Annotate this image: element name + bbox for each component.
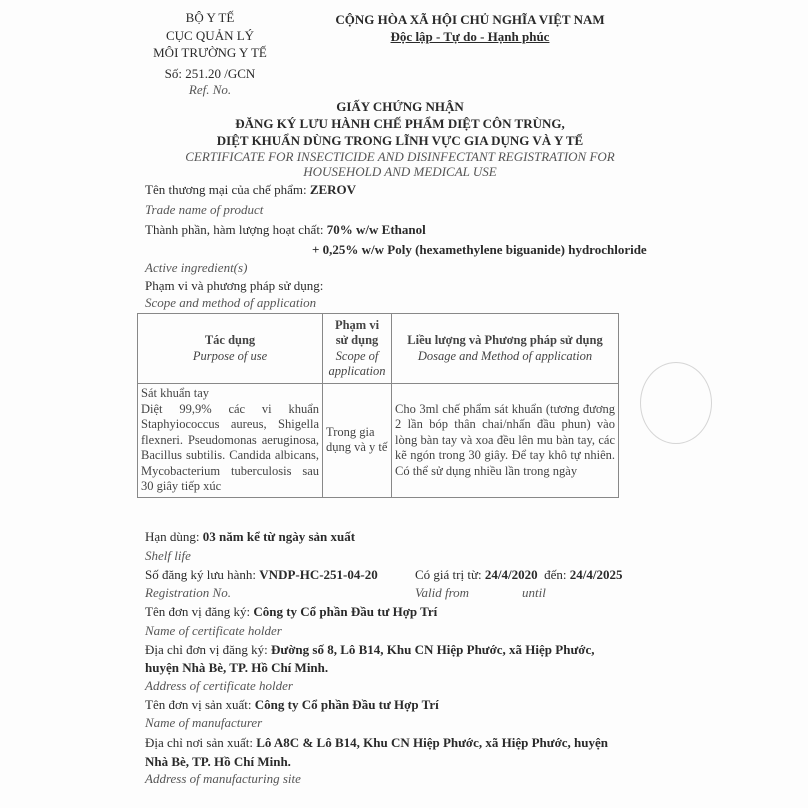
value: 03 năm kể từ ngày sản xuất: [202, 529, 356, 544]
value: 24/4/2025: [569, 567, 623, 582]
holder-address-2: huyện Nhà Bè, TP. Hồ Chí Minh.: [145, 660, 329, 675]
country-name: CỘNG HÒA XÃ HỘI CHỦ NGHĨA VIỆT NAM: [335, 12, 605, 27]
label-en: Address of manufacturing site: [145, 771, 301, 786]
label-en: Shelf life: [145, 548, 191, 563]
label-en: Scope and method of application: [145, 295, 317, 310]
manufacturer: [145, 697, 439, 713]
site-address: [145, 735, 608, 751]
value: 70% w/w Ethanol: [326, 222, 426, 237]
label: Tên thương mại của chế phẩm:: [145, 182, 307, 197]
label-en: Name of certificate holder: [145, 623, 282, 638]
title: GIẤY CHỨNG NHẬN: [336, 99, 464, 114]
purpose-title: Sát khuẩn tay: [141, 386, 210, 400]
department: CỤC QUẢN LÝ: [165, 28, 255, 43]
col-header-en: Purpose of use: [192, 348, 268, 363]
dosage-cell: Cho 3ml chế phẩm sát khuẩn (tương đương 2 lần bóp thân chai/nhấn đầu phun) vào lòng bàn tay và xoa đều lên mu bàn tay, các kẽ ngón trong 30 giây. Để tay khô tự nhiên. Có thể sử dụng nhiều lần trong ngày: [392, 384, 619, 498]
label: Tên đơn vị sản xuất:: [145, 697, 252, 712]
ingredient-2: + 0,25% w/w Poly (hexamethylene biguanide) hydrochloride: [312, 242, 647, 257]
title-en: HOUSEHOLD AND MEDICAL USE: [303, 164, 497, 179]
label: Có giá trị từ:: [415, 567, 482, 582]
registration: [145, 567, 378, 583]
col-header: sử dụng: [335, 333, 379, 347]
label: Địa chỉ nơi sản xuất:: [145, 735, 253, 750]
value: ZEROV: [309, 182, 357, 197]
purpose-text: Diệt 99,9% các vi khuẩn Staphyiococcus aureus, Shigella flexneri. Pseudomonas aeruginosa, Bacillus subtilis. Candida albicans, Mycobacterium tuberculosis sau 30 giây tiếp xúc: [141, 401, 319, 493]
ref-no: Số: 251.20 /GCN: [164, 66, 256, 81]
col-header: Phạm vi: [334, 317, 380, 332]
value: 24/4/2020: [484, 567, 538, 582]
label-en: until: [522, 585, 546, 600]
label: Tên đơn vị đăng ký:: [145, 604, 251, 619]
label-en: Trade name of product: [145, 202, 264, 217]
validity: [415, 567, 622, 583]
ref-label: Ref. No.: [188, 82, 232, 97]
label: Số đăng ký lưu hành:: [145, 567, 257, 582]
trade-name: [145, 182, 356, 198]
title: ĐĂNG KÝ LƯU HÀNH CHẾ PHẨM DIỆT CÔN TRÙNG,: [235, 116, 565, 131]
col-header: Liều lượng và Phương pháp sử dụng: [407, 333, 603, 347]
shelf-life: [145, 529, 355, 545]
holder: [145, 604, 437, 620]
scope-cell: Trong gia dụng và y tế: [323, 384, 392, 498]
col-header-en: Dosage and Method of application: [417, 348, 593, 363]
col-header-en: Scope of: [335, 348, 379, 363]
stamp-seal: [640, 362, 712, 444]
value: Lô A8C & Lô B14, Khu CN Hiệp Phước, xã Hiệp Phước, huyện: [256, 735, 609, 750]
value: Công ty Cổ phần Đầu tư Hợp Trí: [254, 697, 439, 712]
label-en: Active ingredient(s): [145, 260, 248, 275]
label-en: Registration No.: [145, 585, 231, 600]
ingredients: [145, 222, 426, 238]
label-en: Name of manufacturer: [145, 715, 263, 730]
title: DIỆT KHUẨN DÙNG TRONG LĨNH VỰC GIA DỤNG VÀ Y TẾ: [216, 133, 584, 148]
label: đến:: [544, 567, 567, 582]
value: VNDP-HC-251-04-20: [259, 567, 378, 582]
label: Địa chỉ đơn vị đăng ký:: [145, 642, 268, 657]
ministry: BỘ Y TẾ: [185, 10, 235, 25]
col-header-en: application: [328, 364, 386, 378]
label-en: Valid from: [415, 585, 470, 600]
holder-address: [145, 642, 594, 658]
label: Hạn dùng:: [145, 529, 200, 544]
value: Đường số 8, Lô B14, Khu CN Hiệp Phước, xã Hiệp Phước,: [271, 642, 595, 657]
label-en: Address of certificate holder: [145, 678, 293, 693]
col-header: Tác dụng: [204, 333, 256, 347]
usage-table: [137, 313, 619, 498]
label: Thành phần, hàm lượng hoạt chất:: [145, 222, 324, 237]
value: Công ty Cổ phần Đầu tư Hợp Trí: [253, 604, 438, 619]
motto: Độc lập - Tự do - Hạnh phúc: [390, 29, 550, 44]
site-address-2: Nhà Bè, TP. Hồ Chí Minh.: [145, 754, 291, 769]
title-en: CERTIFICATE FOR INSECTICIDE AND DISINFECTANT REGISTRATION FOR: [185, 149, 615, 164]
department: MÔI TRƯỜNG Y TẾ: [153, 45, 267, 60]
scope-label: Phạm vi và phương pháp sử dụng:: [145, 278, 324, 293]
